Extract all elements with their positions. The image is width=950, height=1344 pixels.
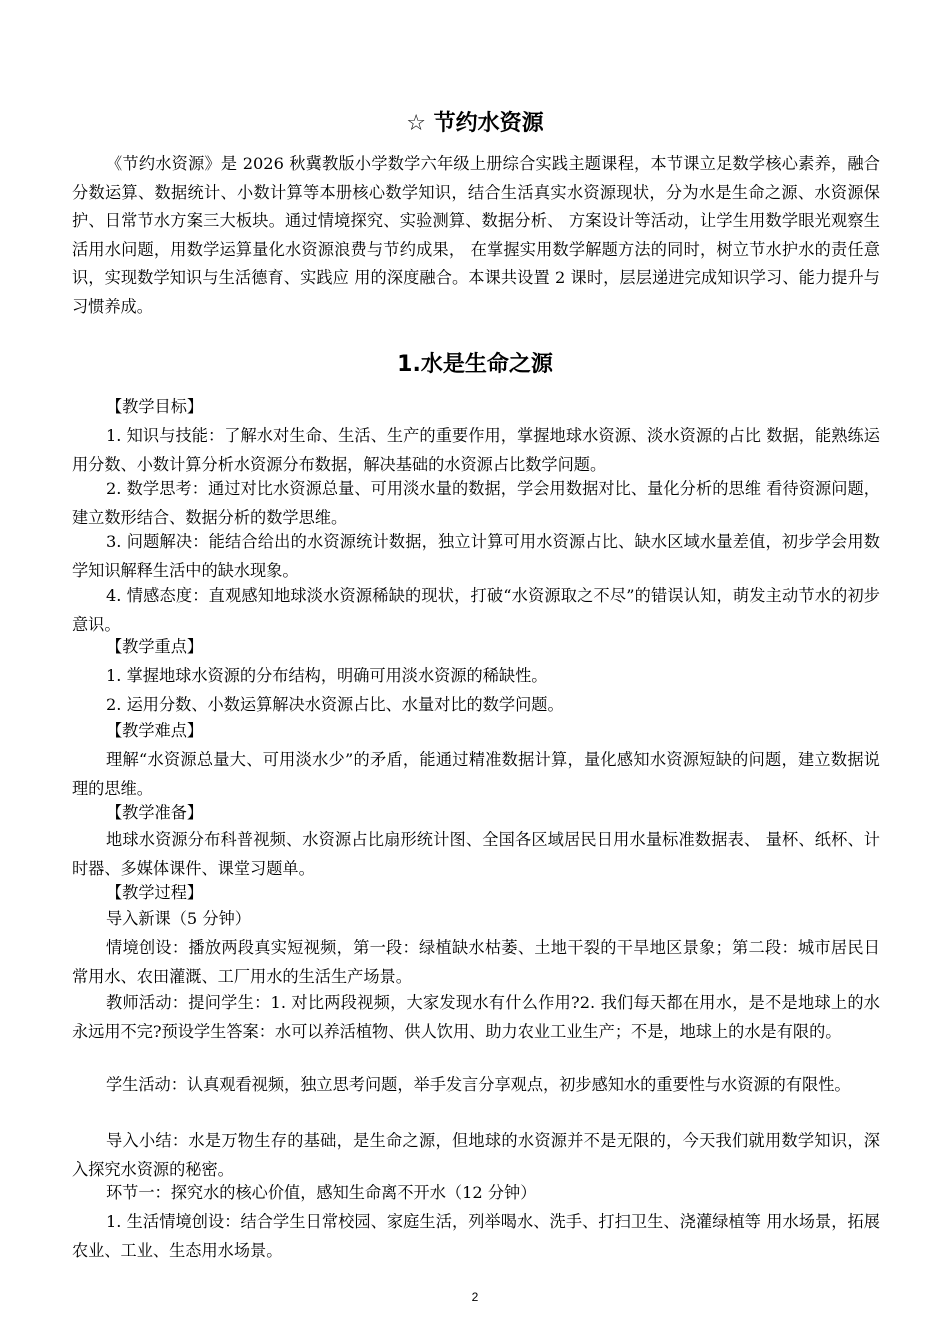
document-title: ☆ 节约水资源 — [406, 111, 544, 136]
goal-4: 4. 情感态度：直观感知地球淡水资源稀缺的现状，打破“水资源取之不尽”的错误认知，萌发主动节水的初步意识。 — [72, 586, 880, 634]
page-number: 2 — [471, 1290, 479, 1304]
key-point-1: 1. 掌握地球水资源的分布结构，明确可用淡水资源的稀缺性。 — [106, 666, 548, 685]
step-one-heading: 环节一：探究水的核心价值，感知生命离不开水（12 分钟） — [106, 1183, 537, 1202]
process-heading: 【教学过程】 — [106, 883, 204, 902]
preparation-paragraph: 地球水资源分布科普视频、水资源占比扇形统计图、全国各区域居民日用水量标准数据表、 量杯、纸杯、计时器、多媒体课件、课堂习题单。 — [72, 830, 880, 878]
summary-paragraph: 导入小结：水是万物生存的基础，是生命之源，但地球的水资源并不是无限的，今天我们就用数学知识，深入探究水资源的秘密。 — [72, 1131, 880, 1179]
scene-paragraph: 情境创设：播放两段真实短视频，第一段：绿植缺水枯萎、土地干裂的干旱地区景象；第二段：城市居民日常用水、农田灌溉、工厂用水的生活生产场景。 — [72, 938, 880, 986]
difficulty-paragraph: 理解“水资源总量大、可用淡水少”的矛盾，能通过精准数据计算，量化感知水资源短缺的问题，建立数据说理的思维。 — [72, 750, 880, 798]
goal-1: 1. 知识与技能：了解水对生命、生活、生产的重要作用，掌握地球水资源、淡水资源的占比 数据，能熟练运用分数、小数计算分析水资源分布数据，解决基础的水资源占比数学问题。 — [72, 426, 880, 474]
difficulty-heading: 【教学难点】 — [106, 721, 204, 740]
section-title: 1.水是生命之源 — [397, 352, 553, 377]
intro-paragraph: 《节约水资源》是 2026 秋冀教版小学数学六年级上册综合实践主题课程，本节课立足数学核心素养，融合分数运算、数据统计、小数计算等本册核心数学知识，结合生活真实水资源现状，分为水是生命之源、水资源保护、日常节水方案三大板块。通过情境探究、实验测算、数据分析、 方案设计等活动，让学生用数学眼光观察生活用水问题，用数学运算量化水资源浪费与节约成果， 在掌握实用数学解题方法的同时，树立节水护水的责任意识，实现数学知识与生活德育、实践应 用的深度融合。本课共设置 2 课时，层层递进完成知识学习、能力提升与习惯养成。 — [72, 154, 880, 316]
intro-lesson-label: 导入新课（5 分钟） — [106, 909, 251, 928]
goals-heading: 【教学目标】 — [106, 397, 204, 416]
goal-2: 2. 数学思考：通过对比水资源总量、可用淡水量的数据，学会用数据对比、量化分析的思维 看待资源问题，建立数形结合、数据分析的数学思维。 — [72, 479, 880, 527]
key-points-heading: 【教学重点】 — [106, 637, 204, 656]
student-activity-paragraph: 学生活动：认真观看视频，独立思考问题，举手发言分享观点，初步感知水的重要性与水资源的有限性。 — [106, 1075, 851, 1094]
goal-3: 3. 问题解决：能结合给出的水资源统计数据，独立计算可用水资源占比、缺水区域水量差值，初步学会用数学知识解释生活中的缺水现象。 — [72, 532, 880, 580]
teacher-activity-paragraph: 教师活动：提问学生：1. 对比两段视频，大家发现水有什么作用?2. 我们每天都在用水，是不是地球上的水永远用不完?预设学生答案：水可以养活植物、供人饮用、助力农业工业生产；不是，地球上的水是有限的。 — [72, 993, 880, 1041]
step-one-item-1: 1. 生活情境创设：结合学生日常校园、家庭生活，列举喝水、洗手、打扫卫生、浇灌绿植等 用水场景，拓展农业、工业、生态用水场景。 — [72, 1212, 880, 1260]
preparation-heading: 【教学准备】 — [106, 803, 204, 822]
key-point-2: 2. 运用分数、小数运算解决水资源占比、水量对比的数学问题。 — [106, 695, 564, 714]
